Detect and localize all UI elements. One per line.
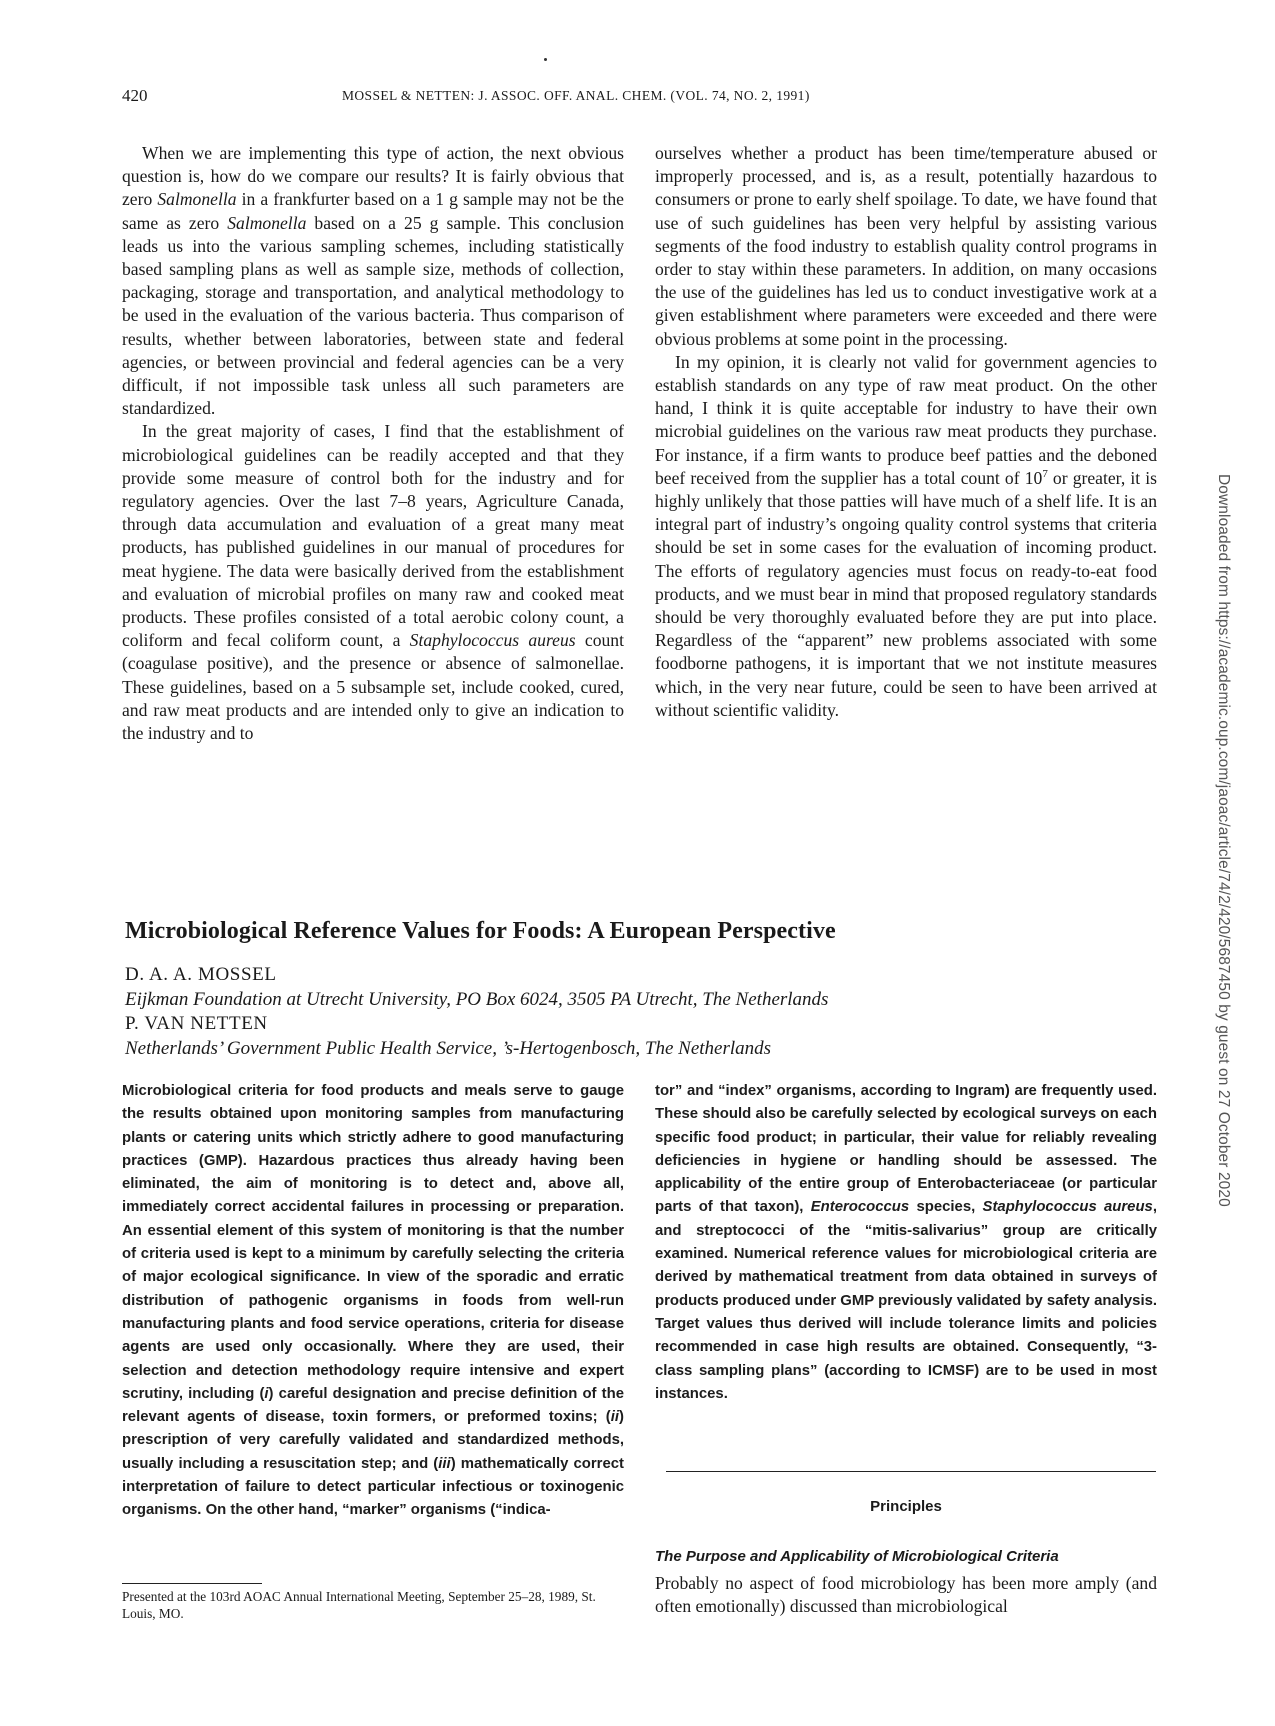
text-run: count (coagulase positive), and the presence or absence of salmonellae. These guidelines, based on a 5 subsample set, include cooked, cured, and raw meat products and are intended only to give an indication to the industry and to [122, 630, 624, 744]
exponent: 7 [1042, 467, 1048, 480]
footnote: Presented at the 103rd AOAC Annual International Meeting, September 25–28, 1989, St. Louis, MO. [122, 1589, 596, 1621]
text-run: In the great majority of cases, I find that the establishment of microbiological guidelines can be readily accepted and that they provide some measure of control both for the industry and for regulatory agencies. Over the last 7–8 years, Agriculture Canada, through data accumulation and evaluation of a great many meat products, has published guidelines in our manual of procedures for meat hygiene. The data were basically derived from the establishment and evaluation of microbial profiles on many raw and cooked meat products. These profiles consisted of a total aerobic colony count, a coliform and fecal coliform count, a [122, 421, 624, 651]
body-paragraph [122, 420, 624, 745]
text-run: or greater, it is highly unlikely that those patties will have much of a shelf life. It is an integral part of industry’s ongoing quality control systems that criteria should be set in some cases for the evaluation of incoming product. The efforts of regulatory agencies must focus on ready-to-eat food products, and we must bear in mind that proposed regulatory standards should be very thoroughly evaluated before they are put into place. Regardless of the “apparent” new problems associated with some foodborne pathogens, it is important that we not institute measures which, in the very near future, could be seen to have been arrived at without scientific validity. [655, 467, 1157, 720]
text-run: When we are implementing this type of action, the next obvious question is, how do we compare our results? It is fairly obvious that zero [122, 143, 624, 210]
body-column-left [122, 142, 624, 745]
text-run: ) mathematically correct interpretation of failure to detect particular infectious or toxinogenic organisms. On the other hand, “marker” organisms (“indica- [122, 1455, 624, 1519]
body-paragraph: Probably no aspect of food microbiology has been more amply (and often emotionally) discussed than microbiological [655, 1573, 1157, 1617]
author-affiliation: Eijkman Foundation at Utrecht University, PO Box 6024, 3505 PA Utrecht, The Netherlands [125, 988, 829, 1010]
text-run: In my opinion, it is clearly not valid for government agencies to establish standards on any type of raw meat product. On the other hand, I think it is quite acceptable for industry to have their own microbial guidelines on the various raw meat products they purchase. For instance, if a firm wants to produce beef patties and the deboned beef received from the supplier has a total count of 10 [655, 351, 1157, 488]
italic-term: Enterococcus [810, 1199, 910, 1216]
footnote-divider [122, 1583, 262, 1584]
running-head: MOSSEL & NETTEN: J. ASSOC. OFF. ANAL. CHEM. (VOL. 74, NO. 2, 1991) [342, 88, 810, 103]
author-affiliation: Netherlands’ Government Public Health Service, ’s-Hertogenbosch, The Netherlands [125, 1037, 772, 1059]
page-number: 420 [122, 86, 148, 105]
body-paragraph: ourselves whether a product has been time/temperature abused or improperly processed, and is, as a result, potentially hazardous to consumers or prone to early shelf spoilage. To date, we have found that use of such guidelines has been very helpful by assisting various segments of the food industry to establish quality control programs in order to stay within these parameters. In addition, on many occasions the use of the guidelines has led us to conduct investigative work at a given establishment where parameters were exceeded and there were obvious problems at some point in the processing. [655, 143, 1157, 349]
text-run: species, [909, 1199, 983, 1216]
numeral: iii [438, 1455, 451, 1472]
section-divider [666, 1471, 1156, 1472]
text-run: ) careful designation and precise definition of the relevant agents of disease, toxin formers, or preformed toxins; ( [122, 1385, 624, 1426]
italic-term: Staphylococcus aureus [982, 1199, 1153, 1216]
text-run: ) prescription of very carefully validated and standardized methods, usually including a resuscitation step; and ( [122, 1409, 624, 1472]
article-title: Microbiological Reference Values for Foods: A European Perspective [125, 918, 836, 944]
italic-term: Salmonella [227, 212, 307, 233]
abstract-column-left [122, 1080, 624, 1523]
text-run: , and streptococci of the “mitis-salivarius” group are critically examined. Numerical reference values for microbiological criteria are derived by mathematical treatment from data obtained in surveys of products produced under GMP previously validated by safety analysis. Target values thus derived will include tolerance limits and policies recommended in case high results are obtained. Consequently, “3-class sampling plans” (according to ICMSF) are to be used in most instances. [655, 1199, 1158, 1402]
abstract-paragraph [122, 1080, 624, 1523]
numeral: ii [610, 1409, 620, 1426]
body-paragraph [122, 142, 624, 420]
text-run: Microbiological criteria for food products and meals serve to gauge the results obtained upon monitoring samples from manufacturing plants or catering units which strictly adhere to good manufacturing practices (GMP). Hazardous practices thus already having been eliminated, the aim of monitoring is to detect and, above all, immediately correct accidental failures in processing or preparation. An essential element of this system of monitoring is that the number of criteria used is kept to a minimum by carefully selecting the criteria of major ecological significance. In view of the sporadic and erratic distribution of pathogenic organisms in foods from well-run manufacturing plants and food service operations, criteria for disease agents are used only occasionally. Where they are used, their selection and detection methodology require intensive and expert scrutiny, including ( [122, 1083, 624, 1402]
body-column-right [655, 142, 1157, 722]
subsection-heading: The Purpose and Applicability of Microbiological Criteria [655, 1548, 1059, 1565]
abstract-column-right [655, 1080, 1157, 1406]
section-heading: Principles [870, 1498, 942, 1515]
text-run: in a frankfurter based on a 1 g sample may not be the same as zero [122, 189, 624, 233]
author-block [125, 963, 828, 1061]
text-run: tor” and “index” organisms, according to Ingram) are frequently used. These should also be carefully selected by ecological surveys on each specific food product; in particular, their value for reliably revealing deficiencies in hygiene or handling should be assessed. The applicability of the entire group of Enterobacteriaceae (or particular parts of that taxon), [655, 1083, 1157, 1216]
download-watermark: Downloaded from https://academic.oup.com/jaoac/article/74/2/420/5687450 by guest on 27 October 2020 [1215, 474, 1232, 1207]
author-name: P. VAN NETTEN [125, 1013, 268, 1034]
italic-term: Salmonella [157, 189, 237, 210]
abstract-paragraph [655, 1080, 1157, 1406]
body-paragraph [655, 351, 1157, 722]
section-text [655, 1572, 1157, 1618]
page-header [122, 86, 1167, 110]
numeral: i [264, 1385, 269, 1402]
author-name: D. A. A. MOSSEL [125, 964, 277, 985]
stray-dot [544, 58, 547, 61]
italic-term: Staphylococcus aureus [409, 630, 576, 651]
text-run: based on a 25 g sample. This conclusion leads us into the various sampling schemes, including statistically based sampling plans as well as sample size, methods of collection, packaging, storage and transportation, and analytical methodology to be used in the evaluation of the various bacteria. Thus comparison of results, whether between laboratories, between state and federal agencies, or between provincial and federal agencies can be a very difficult, if not impossible task unless all such parameters are standardized. [122, 212, 624, 419]
